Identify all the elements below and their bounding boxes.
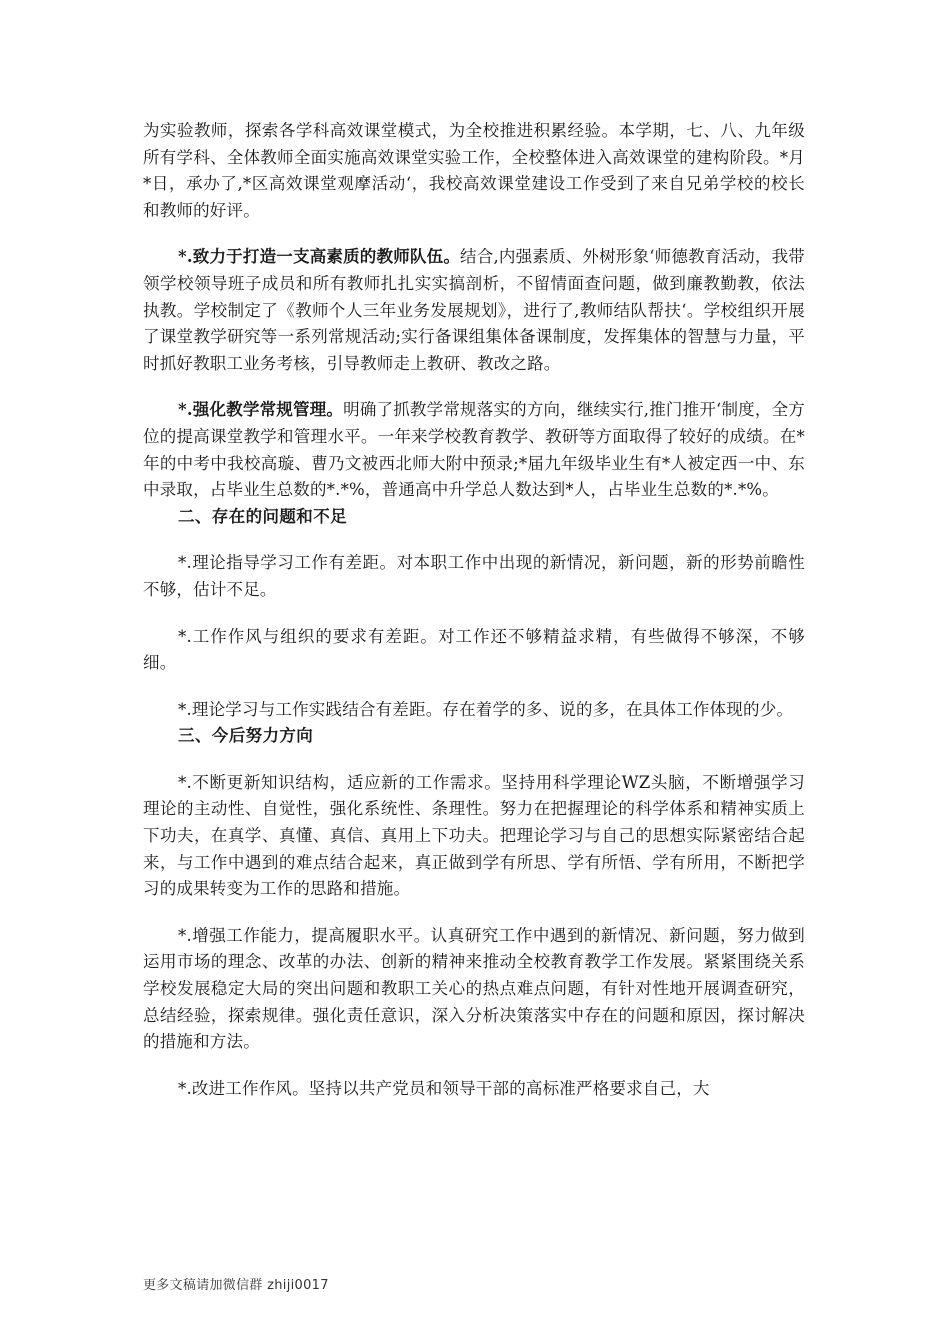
direction-item-1: *.不断更新知识结构，适应新的工作需求。坚持用科学理论WZ头脑，不断增强学习理论的主动性、自觉性，强化系统性、条理性。努力在把握理论的科学体系和精神实质上下功夫，在真学、真懂、真信、真用上下功夫。把理论学习与自己的思想实际紧密结合起来，与工作中遇到的难点结合起来，真正做到学有所思、学有所悟、学有所用，不断把学习的成果转变为工作的思路和措施。	[143, 772, 805, 899]
paragraph-continued: 为实验教师，探索各学科高效课堂模式，为全校推进积累经验。本学期，七、八、九年级所有学科、全体教师全面实施高效课堂实验工作，全校整体进入高效课堂的建构阶段。*月*日，承办了,*区高效课堂观摩活动‘，我校高效课堂建设工作受到了来自兄弟学校的校长和教师的好评。	[143, 121, 805, 220]
problem-item-3: *.理论学习与工作实践结合有差距。存在着学的多、说的多，在具体工作体现的少。	[178, 699, 794, 719]
paragraph-body-teaching-management: 明确了抓教学常规落实的方向，继续实行,推门推开‘制度，全方位的提高课堂教学和管理水平。一年来学校教育教学、教研等方面取得了较好的成绩。在*年的中考中我校高璇、曹乃文被西北师大附中预录;*届九年级毕业生有*人被定西一中、东中录取，占毕业生总数的*.*%，普通高中升学总人数达到*人，占毕业生总数的*.*%。	[143, 400, 805, 500]
problem-item-1: *.理论指导学习工作有差距。对本职工作中出现的新情况，新问题，新的形势前瞻性不够，估计不足。	[143, 553, 805, 599]
direction-item-3: *.改进工作作风。坚持以共产党员和领导干部的高标准严格要求自己，大	[178, 1078, 710, 1098]
footer-note: 更多文稿请加微信群 zhiji0017	[143, 1278, 329, 1293]
paragraph-teacher-team	[143, 244, 805, 377]
direction-item-2: *.增强工作能力，提高履职水平。认真研究工作中遇到的新情况、新问题，努力做到运用市场的理念、改革的办法、创新的精神来推动全校教育教学工作发展。紧紧围绕关系学校发展稳定大局的突出问题和教职工关心的热点难点问题，有针对性地开展调查研究，总结经验，探索规律。强化责任意识，深入分析决策落实中存在的问题和原因，探讨解决的措施和方法。	[143, 925, 805, 1052]
paragraph-body-teacher-team: 结合,内强素质、外树形象‘师德教育活动，我带领学校领导班子成员和所有教师扎扎实实搞剖析，不留情面查问题，做到廉教勤教，依法执教。学校制定了《教师个人三年业务发展规划》，进行了,教师结队帮扶‘。学校组织开展了课堂教学研究等一系列常规活动;实行备课组集体备课制度，发挥集体的智慧与力量，平时抓好教职工业务考核，引导教师走上教研、教改之路。	[143, 247, 805, 373]
document-body	[143, 118, 805, 1102]
section-heading-direction: 三、今后努力方向	[178, 726, 314, 746]
section-heading-problems: 二、存在的问题和不足	[178, 506, 347, 526]
paragraph-teaching-management	[143, 397, 805, 503]
paragraph-lead-teaching-management: *.强化教学常规管理。	[178, 400, 344, 420]
problem-item-2: *.工作作风与组织的要求有差距。对工作还不够精益求精，有些做得不够深，不够细。	[143, 626, 805, 673]
paragraph-lead-teacher-team: *.致力于打造一支高素质的教师队伍。	[178, 247, 461, 267]
